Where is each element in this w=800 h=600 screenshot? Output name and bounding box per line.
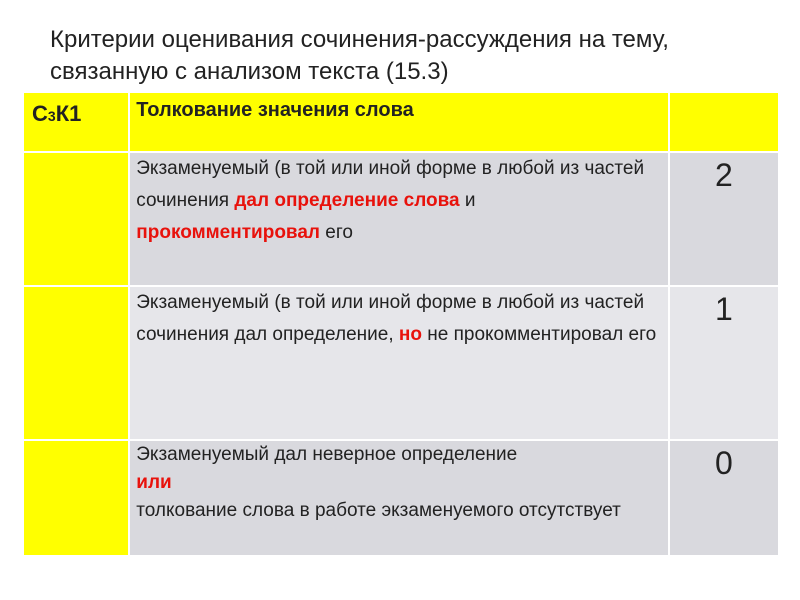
slide-title: Критерии оценивания сочинения-рассуждения на тему, связанную с анализом текста (15.3) <box>50 26 669 85</box>
criterion-description <box>129 152 668 286</box>
description-text: Экзаменуемый (в той или иной форме в любой из частей сочинения <box>136 158 645 211</box>
code-column-cell <box>23 152 129 286</box>
description-text: Экзаменуемый (в той или иной форме в любой из частей сочинения дал определение, <box>136 292 645 345</box>
criterion-description <box>129 440 668 556</box>
highlight-text: или <box>136 472 172 493</box>
table-row <box>23 286 779 440</box>
table-header-row <box>23 92 779 152</box>
highlight-text: но <box>398 324 422 345</box>
criteria-table <box>22 91 780 557</box>
code-column-cell <box>23 286 129 440</box>
highlight-text: прокомментировал <box>136 222 320 243</box>
criterion-code-sub: 3 <box>47 108 56 124</box>
criterion-code <box>23 92 129 152</box>
score-header-cell <box>669 92 779 152</box>
description-text: его <box>320 222 353 243</box>
score-value: 2 <box>669 152 779 286</box>
description-text: толкование слова в работе экзаменуемого отсутствует <box>136 500 621 521</box>
table-row <box>23 440 779 556</box>
code-column-cell <box>23 440 129 556</box>
criterion-title: Толкование значения слова <box>129 92 668 152</box>
criterion-description <box>129 286 668 440</box>
description-text: и <box>459 190 476 211</box>
score-value: 0 <box>669 440 779 556</box>
highlight-text: дал определение слова <box>234 190 460 211</box>
score-value: 1 <box>669 286 779 440</box>
criterion-code-suffix: К1 <box>55 101 82 126</box>
description-text: Экзаменуемый дал неверное определение <box>136 444 518 465</box>
description-text: не прокомментировал его <box>421 324 657 345</box>
criterion-code-prefix: С <box>32 101 48 126</box>
table-row <box>23 152 779 286</box>
